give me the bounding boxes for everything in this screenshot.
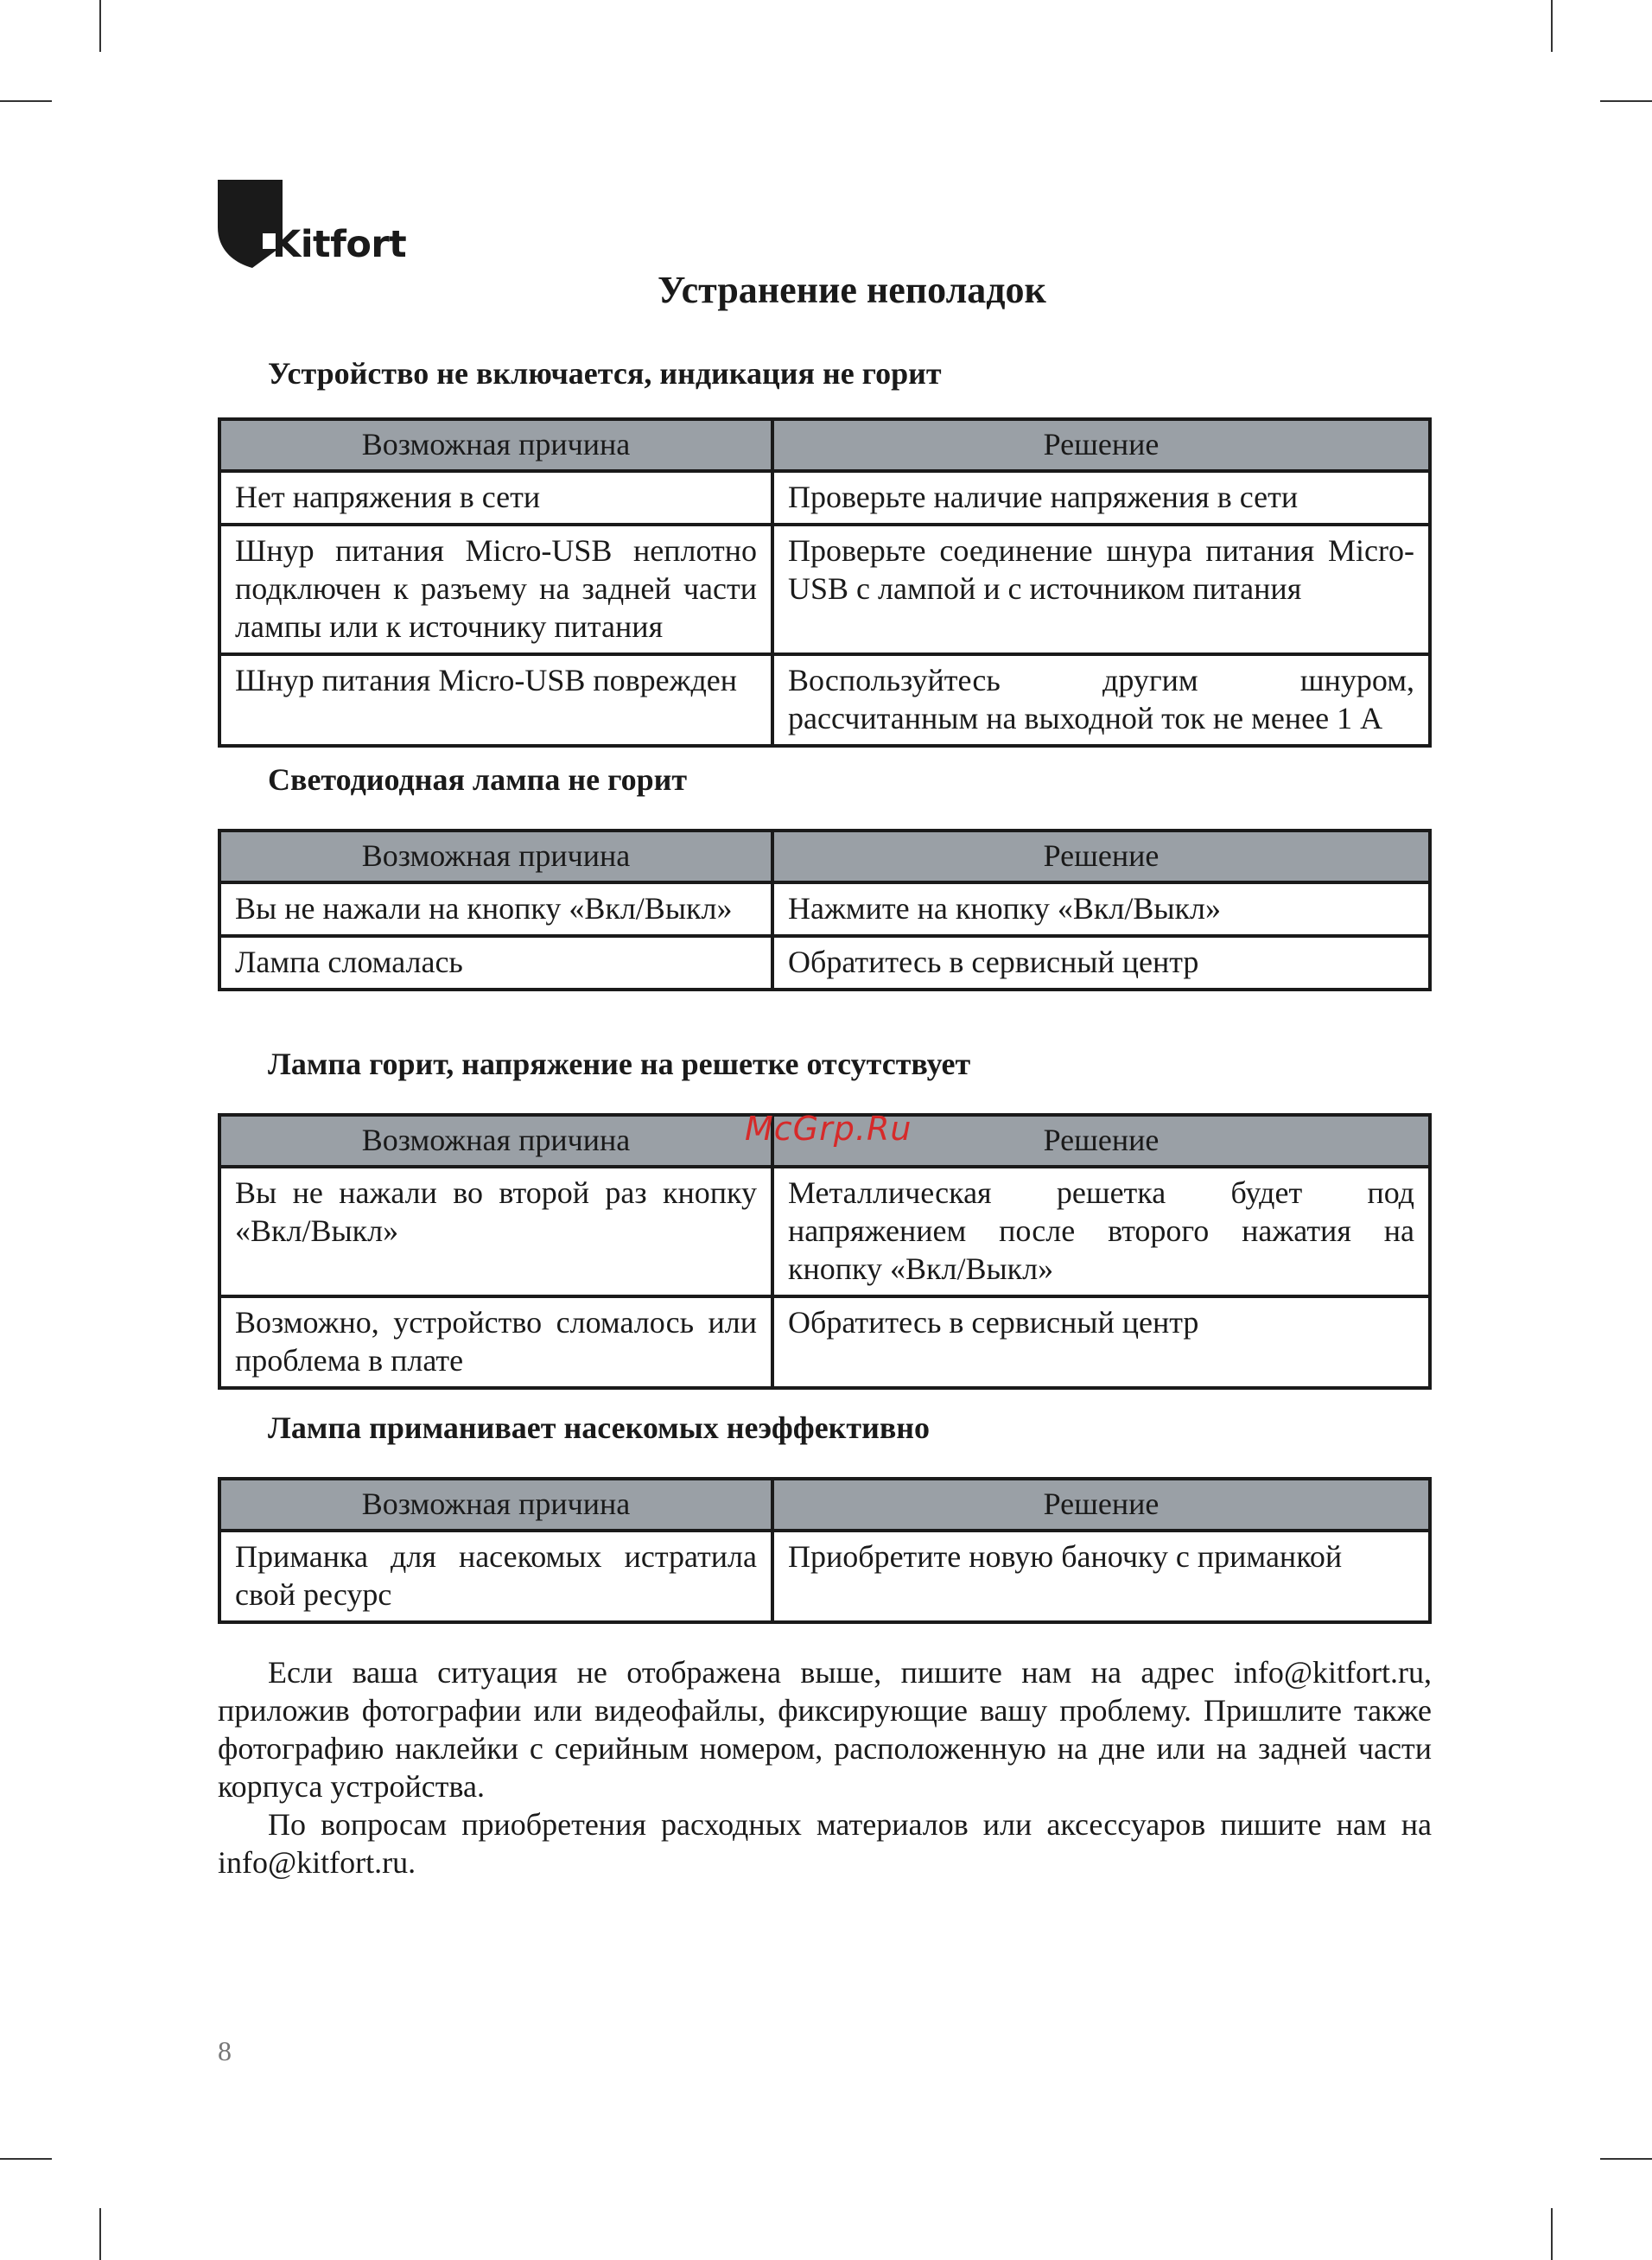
section-heading: Светодиодная лампа не горит (268, 762, 688, 797)
crop-mark (0, 100, 52, 102)
column-header-cause: Возможная причина (219, 831, 772, 882)
troubleshoot-table (218, 1113, 1432, 1390)
column-header-solution: Решение (772, 1479, 1430, 1531)
solution-cell: Обратитесь в сервисный центр (772, 936, 1430, 990)
crop-mark (99, 2208, 101, 2260)
cause-cell: Лампа сломалась (219, 936, 772, 990)
cause-cell: Приманка для насекомых истратила свой ресурс (219, 1531, 772, 1622)
column-header-cause: Возможная причина (219, 1115, 772, 1167)
table-header-row (219, 831, 1430, 882)
solution-cell: Проверьте соединение шнура питания Micro-USB с лампой и с источником питания (772, 525, 1430, 654)
troubleshoot-section (218, 763, 1432, 991)
table-header-row (219, 1479, 1430, 1531)
table-row (219, 1296, 1430, 1388)
cause-cell: Нет напряжения в сети (219, 471, 772, 525)
solution-cell: Металлическая решетка будет под напряжением после второго нажатия на кнопку «Вкл/Выкл» (772, 1167, 1430, 1296)
section-heading: Лампа приманивает насекомых неэффективно (268, 1410, 931, 1445)
cause-cell: Шнур питания Micro-USB неплотно подключен к разъему на задней части лампы или к источнику питания (219, 525, 772, 654)
accessories-paragraph: По вопросам приобретения расходных материалов или аксессуаров пишите нам на info@kitfort.ru. (218, 1807, 1432, 1880)
troubleshoot-table (218, 829, 1432, 991)
solution-cell: Приобретите новую баночку с приманкой (772, 1531, 1430, 1622)
section-heading: Лампа горит, напряжение на решетке отсутствует (268, 1047, 971, 1081)
table-row (219, 936, 1430, 990)
contact-paragraph: Если ваша ситуация не отображена выше, пишите нам на адрес info@kitfort.ru, приложив фотографии или видеофайлы, фиксирующие вашу проблему. Пришлите также фотографию наклейки с серийным номером, расположенную на дне или на задней части корпуса устройства. (218, 1655, 1432, 1804)
crop-mark (1551, 2208, 1553, 2260)
crop-mark (99, 0, 101, 52)
solution-cell: Обратитесь в сервисный центр (772, 1296, 1430, 1388)
solution-cell: Проверьте наличие напряжения в сети (772, 471, 1430, 525)
crop-mark (1600, 2158, 1652, 2160)
troubleshoot-section (218, 1047, 1432, 1390)
crop-mark (1551, 0, 1553, 52)
troubleshoot-section (218, 1411, 1432, 1624)
crop-mark (0, 2158, 52, 2160)
cause-cell: Шнур питания Micro-USB поврежден (219, 654, 772, 746)
cause-cell: Вы не нажали во второй раз кнопку «Вкл/Выкл» (219, 1167, 772, 1296)
table-row (219, 1167, 1430, 1296)
column-header-cause: Возможная причина (219, 419, 772, 471)
column-header-solution: Решение (772, 831, 1430, 882)
cause-cell: Вы не нажали на кнопку «Вкл/Выкл» (219, 882, 772, 936)
table-row (219, 654, 1430, 746)
column-header-solution: Решение (772, 1115, 1430, 1167)
watermark: McGrp.Ru (745, 1110, 912, 1148)
table-row (219, 1531, 1430, 1622)
page-title: Устранение неполадок (658, 269, 1046, 311)
crop-mark (1600, 100, 1652, 102)
troubleshoot-table (218, 417, 1432, 748)
section-heading: Устройство не включается, индикация не горит (268, 356, 942, 391)
page-number: 8 (218, 2035, 232, 2066)
troubleshoot-table (218, 1477, 1432, 1624)
troubleshoot-section (218, 357, 1432, 748)
column-header-cause: Возможная причина (219, 1479, 772, 1531)
column-header-solution: Решение (772, 419, 1430, 471)
table-row (219, 525, 1430, 654)
table-header-row (219, 419, 1430, 471)
cause-cell: Возможно, устройство сломалось или проблема в плате (219, 1296, 772, 1388)
solution-cell: Нажмите на кнопку «Вкл/Выкл» (772, 882, 1430, 936)
solution-cell: Воспользуйтесь другим шнуром, рассчитанным на выходной ток не менее 1 А (772, 654, 1430, 746)
brand-name: Kitfort (272, 223, 407, 266)
brand-logo (218, 180, 408, 271)
table-row (219, 882, 1430, 936)
table-row (219, 471, 1430, 525)
